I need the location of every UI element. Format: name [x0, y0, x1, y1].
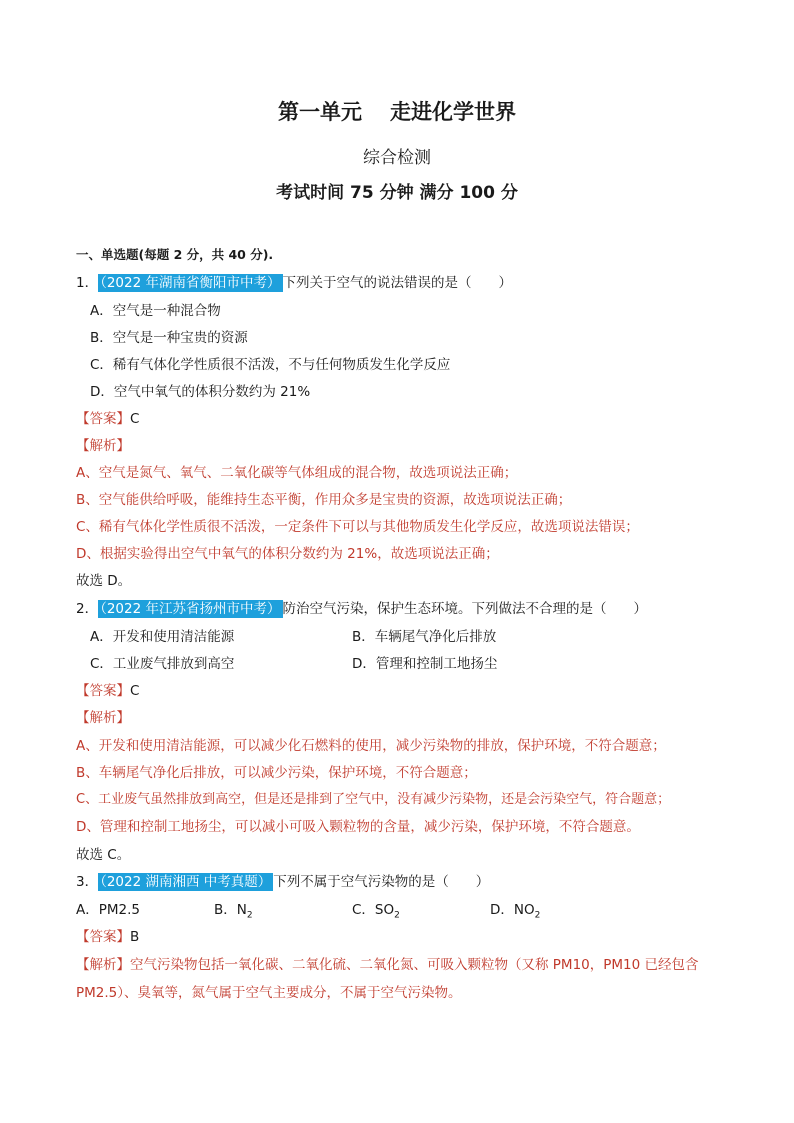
option-d: D．$NO_2$: [490, 902, 541, 921]
option-a: A．开发和使用清洁能源: [90, 629, 235, 645]
analysis-line: B、空气能供给呼吸，能维持生态平衡，作用众多是宝贵的资源，故选项说法正确；: [76, 492, 572, 508]
option-a: A．PM2.5: [76, 902, 140, 918]
source-tag: （2022 年湖南省衡阳市中考）: [100, 275, 281, 291]
conclusion: 故选 D。: [76, 573, 132, 589]
source-tag: （2022 湖南湘西 中考真题）: [100, 874, 272, 890]
question-number: 1．: [76, 275, 99, 291]
answer-value: B: [130, 929, 140, 945]
question-1-stem: [76, 273, 512, 293]
exam-info: 考试时间 75 分钟 满分 100 分: [276, 183, 518, 203]
answer-line: [76, 681, 139, 701]
question-text: 防治空气污染，保护生态环境。下列做法不合理的是（ ）: [282, 601, 647, 617]
title-unit: 第一单元: [278, 100, 362, 124]
analysis-line: C、工业废气虽然排放到高空，但是还是排到了空气中，没有减少污染物，还是会污染空气，符合题意；: [76, 792, 671, 807]
option-c: C．稀有气体化学性质很不活泼，不与任何物质发生化学反应: [90, 357, 451, 373]
analysis-line: PM2.5）、臭氧等，氮气属于空气主要成分，不属于空气污染物。: [76, 985, 462, 1001]
option-a: A．空气是一种混合物: [90, 303, 221, 319]
analysis-line: [76, 955, 699, 975]
answer-label: 【答案】: [76, 411, 130, 427]
analysis-line: B、车辆尾气净化后排放，可以减少污染，保护环境，不符合题意；: [76, 765, 477, 781]
option-d: D．空气中氧气的体积分数约为 21%: [90, 384, 311, 400]
question-2-stem: [76, 599, 647, 619]
question-number: 2．: [76, 601, 99, 617]
analysis-line: C、稀有气体化学性质很不活泼，一定条件下可以与其他物质发生化学反应，故选项说法错误；: [76, 519, 639, 535]
analysis-line: A、开发和使用清洁能源，可以减少化石燃料的使用，减少污染物的排放，保护环境，不符合题意；: [76, 738, 666, 754]
analysis-line: D、管理和控制工地扬尘，可以减小可吸入颗粒物的含量，减少污染，保护环境，不符合题意。: [76, 819, 640, 835]
option-b: B．$N_2$: [214, 902, 253, 921]
source-tag: （2022 年江苏省扬州市中考）: [100, 601, 281, 617]
analysis-text: 空气污染物包括一氧化碳、二氧化硫、二氧化氮、可吸入颗粒物（又称 PM10，PM10 已经包含: [130, 957, 699, 973]
option-c: C．工业废气排放到高空: [90, 656, 235, 672]
document-title: [0, 96, 794, 126]
analysis-line: D、根据实验得出空气中氧气的体积分数约为 21%，故选项说法正确；: [76, 546, 499, 562]
question-number: 3．: [76, 874, 99, 890]
conclusion: 故选 C。: [76, 847, 131, 863]
title-topic: 走进化学世界: [390, 100, 516, 124]
option-c: C．$SO_2$: [352, 902, 400, 921]
analysis-line: A、空气是氮气、氧气、二氧化碳等气体组成的混合物，故选项说法正确；: [76, 465, 518, 481]
answer-label: 【答案】: [76, 929, 130, 945]
analysis-label: 【解析】: [76, 710, 130, 726]
answer-line: [76, 409, 139, 429]
option-d: D．管理和控制工地扬尘: [352, 656, 498, 672]
question-text: 下列不属于空气污染物的是（ ）: [273, 874, 490, 890]
answer-label: 【答案】: [76, 683, 130, 699]
question-3-stem: [76, 872, 489, 892]
answer-value: C: [130, 411, 140, 427]
option-b: B．车辆尾气净化后排放: [352, 629, 497, 645]
option-b: B．空气是一种宝贵的资源: [90, 330, 248, 346]
answer-value: C: [130, 683, 140, 699]
analysis-label: 【解析】: [76, 957, 130, 973]
document-subtitle: 综合检测: [363, 148, 431, 168]
question-text: 下列关于空气的说法错误的是（ ）: [282, 275, 512, 291]
analysis-label: 【解析】: [76, 438, 130, 454]
answer-line: [76, 927, 139, 947]
section-heading: 一、单选题(每题 2 分，共 40 分).: [76, 247, 274, 262]
